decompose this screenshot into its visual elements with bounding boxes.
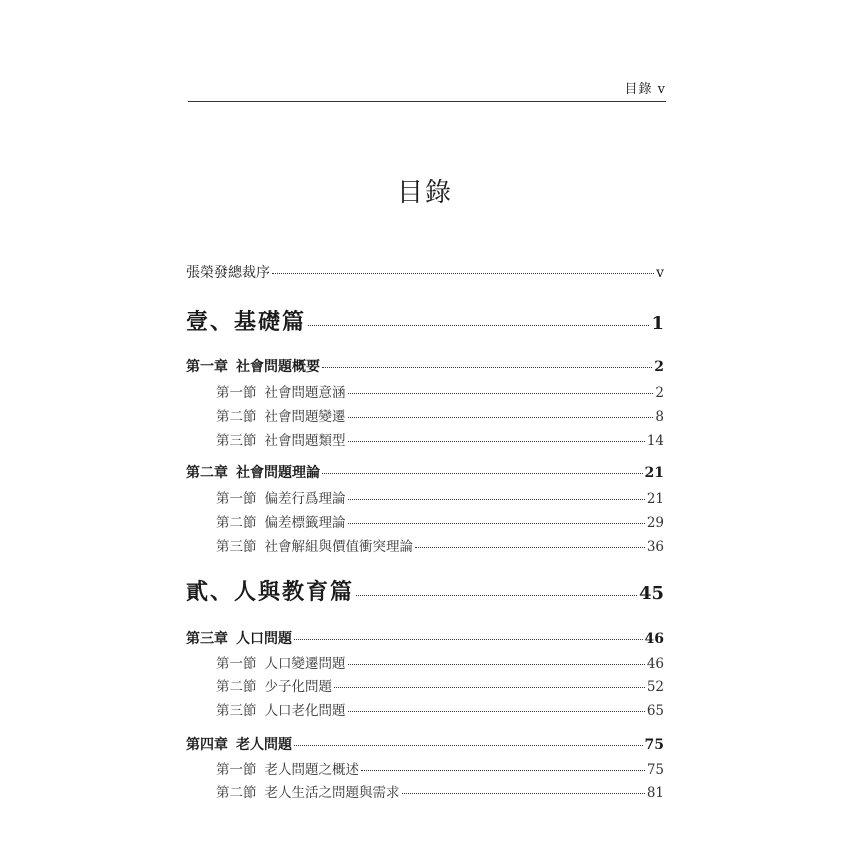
section-title: 人口變遷問題 [264, 656, 346, 672]
section-number: 第二節 [216, 515, 257, 531]
toc-part[interactable] [186, 575, 664, 606]
section-number: 第三節 [216, 433, 257, 449]
toc-chapter[interactable] [186, 462, 664, 482]
dot-leader [415, 547, 645, 548]
dot-leader [322, 367, 652, 368]
toc-page-number: 46 [644, 631, 664, 647]
toc-part-label: 貳、人與教育篇 [186, 579, 355, 605]
toc-chapter-label [186, 356, 320, 376]
section-title: 人口老化問題 [264, 703, 346, 719]
toc-page-number: 21 [646, 491, 664, 507]
toc-section-label [216, 405, 346, 425]
toc-section-label [216, 699, 346, 719]
toc-chapter[interactable] [186, 734, 664, 754]
toc-page-number: 52 [646, 679, 664, 695]
toc-chapter-label [186, 734, 292, 754]
toc-page-number: 45 [638, 583, 664, 604]
chapter-number: 第一章 [186, 359, 228, 375]
toc-page-number: v [656, 265, 664, 281]
toc-section-label [216, 675, 332, 695]
toc-section[interactable] [216, 381, 664, 401]
dot-leader [348, 664, 645, 665]
section-number: 第二節 [216, 679, 257, 695]
page-title: 目錄 [396, 178, 453, 208]
toc-section[interactable] [216, 487, 664, 507]
running-header: 目錄 v [624, 82, 666, 97]
chapter-number: 第三章 [186, 631, 228, 647]
toc-page-number: 2 [654, 359, 664, 375]
toc-section-label [216, 487, 346, 507]
toc-section-label [216, 652, 346, 672]
toc-part[interactable] [186, 305, 664, 336]
dot-leader [334, 687, 645, 688]
dot-leader [294, 639, 643, 640]
toc-section-label [216, 535, 413, 555]
dot-leader [272, 273, 654, 274]
section-title: 社會問題意涵 [264, 385, 346, 401]
toc-section-label [216, 511, 346, 531]
toc-section[interactable] [216, 535, 664, 555]
section-title: 偏差行爲理論 [264, 491, 346, 507]
section-title: 社會解組與價值衝突理論 [264, 539, 413, 555]
toc-section-label [216, 781, 400, 801]
toc-section[interactable] [216, 758, 664, 778]
chapter-title: 人口問題 [236, 631, 292, 647]
section-number: 第三節 [216, 703, 257, 719]
dot-leader [348, 523, 645, 524]
dot-leader [356, 595, 637, 596]
dot-leader [294, 745, 643, 746]
toc-section[interactable] [216, 699, 664, 719]
toc-chapter-label [186, 462, 320, 482]
dot-leader [348, 393, 654, 394]
dot-leader [361, 770, 645, 771]
section-number: 第一節 [216, 491, 257, 507]
toc-page-number: 29 [646, 515, 664, 531]
toc-section-label [216, 429, 346, 449]
dot-leader [322, 473, 643, 474]
header-rule [188, 101, 666, 102]
section-title: 偏差標籤理論 [264, 515, 346, 531]
toc-chapter[interactable] [186, 628, 664, 648]
toc-chapter-label [186, 628, 292, 648]
toc-label: 張榮發總裁序 [186, 265, 270, 281]
toc-page-number: 75 [646, 762, 664, 778]
section-title: 社會問題變遷 [264, 409, 346, 425]
toc-page-number: 75 [644, 737, 664, 753]
toc-page-number: 2 [655, 385, 664, 401]
toc-section-label [216, 758, 359, 778]
section-title: 老人問題之概述 [264, 762, 359, 778]
chapter-number: 第二章 [186, 465, 228, 481]
section-title: 老人生活之問題與需求 [264, 785, 400, 801]
toc-section[interactable] [216, 511, 664, 531]
section-number: 第二節 [216, 409, 257, 425]
toc-section[interactable] [216, 429, 664, 449]
dot-leader [308, 325, 649, 326]
section-number: 第二節 [216, 785, 257, 801]
toc-section[interactable] [216, 781, 664, 801]
toc-page-number: 46 [646, 656, 664, 672]
chapter-number: 第四章 [186, 737, 228, 753]
section-number: 第三節 [216, 539, 257, 555]
dot-leader [402, 793, 645, 794]
dot-leader [348, 441, 645, 442]
toc-page-number: 65 [646, 703, 664, 719]
chapter-title: 社會問題理論 [236, 465, 320, 481]
toc-section-label [216, 381, 346, 401]
toc-page-number: 1 [651, 313, 664, 334]
section-number: 第一節 [216, 762, 257, 778]
toc-foreword[interactable] [186, 262, 664, 282]
chapter-title: 老人問題 [236, 737, 292, 753]
toc-page-number: 8 [655, 409, 664, 425]
toc-chapter[interactable] [186, 356, 664, 376]
toc-page-number: 14 [646, 433, 664, 449]
toc-section[interactable] [216, 652, 664, 672]
section-title: 少子化問題 [264, 679, 332, 695]
toc-page-number: 81 [646, 785, 664, 801]
toc-section[interactable] [216, 405, 664, 425]
toc-page-number: 21 [644, 465, 664, 481]
dot-leader [348, 711, 645, 712]
section-number: 第一節 [216, 385, 257, 401]
dot-leader [348, 417, 654, 418]
section-title: 社會問題類型 [264, 433, 346, 449]
toc-page-number: 36 [646, 539, 664, 555]
section-number: 第一節 [216, 656, 257, 672]
toc-section[interactable] [216, 675, 664, 695]
toc-part-label: 壹、基礎篇 [186, 309, 307, 335]
chapter-title: 社會問題概要 [236, 359, 320, 375]
dot-leader [348, 499, 645, 500]
